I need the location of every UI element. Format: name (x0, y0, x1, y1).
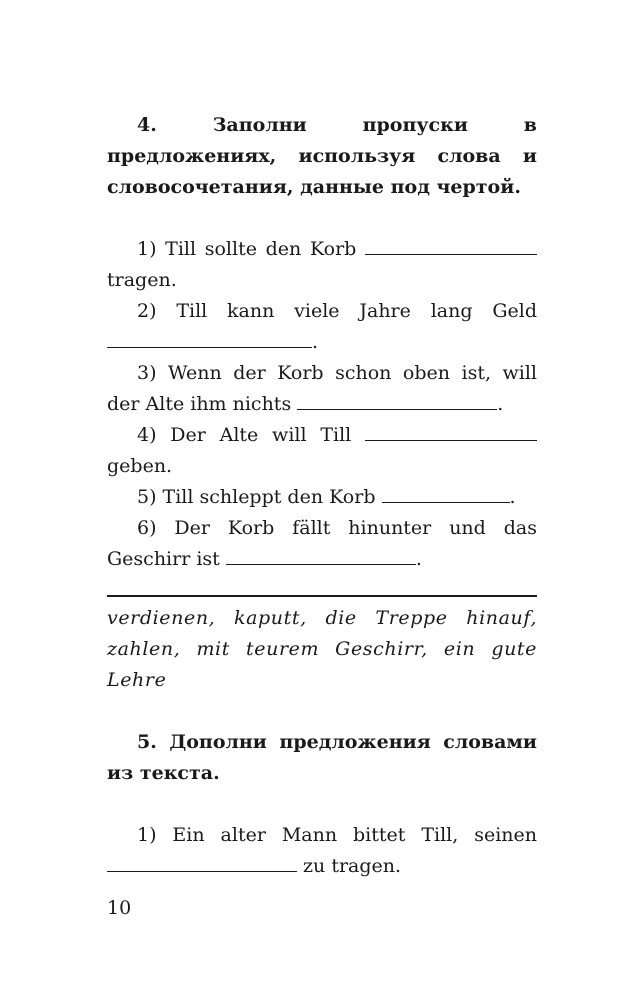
task-4-sentence-5 (107, 482, 537, 513)
sentence-end: geben. (107, 455, 173, 477)
sentence-end: . (415, 548, 422, 570)
divider-line (107, 595, 537, 597)
sentence-end: tragen. (107, 269, 177, 291)
sentence-text: 1) Till sollte den Korb (137, 238, 357, 260)
answer-blank[interactable] (365, 236, 537, 255)
sentence-end: . (312, 331, 319, 353)
sentence-text: 1) Ein alter Mann bittet Till, seinen (137, 824, 537, 846)
sentence-end: zu tragen. (303, 855, 402, 877)
sentence-end: . (497, 393, 504, 415)
answer-blank[interactable] (107, 329, 312, 348)
sentence-end: . (509, 486, 516, 508)
task-4-sentence-3 (107, 358, 537, 420)
answer-blank[interactable] (297, 391, 497, 410)
page-number: 10 (107, 897, 132, 919)
sentence-text: 4) Der Alte will Till (137, 424, 352, 446)
task-4-sentence-4 (107, 420, 537, 482)
task-5-sentence-1 (107, 820, 537, 882)
page-content (107, 110, 537, 882)
word-bank: verdienen, kaputt, die Treppe hinauf, zahlen, mit teurem Geschirr, ein gute Lehre (107, 607, 537, 691)
sentence-text: 5) Till schleppt den Korb (137, 486, 376, 508)
sentence-text: 3) Wenn der Korb schon oben ist, will der Alte ihm nichts (107, 362, 537, 415)
answer-blank[interactable] (226, 546, 416, 565)
task-4-title: 4. Заполни пропуски в предложениях, используя слова и словосочетания, данные под чертой. (107, 114, 537, 198)
task-4-sentence-1 (107, 234, 537, 296)
sentence-text: 6) Der Korb fällt hinunter und das Geschirr ist (107, 517, 537, 570)
answer-blank[interactable] (365, 422, 537, 441)
answer-blank[interactable] (382, 484, 510, 503)
sentence-text: 2) Till kann viele Jahre lang Geld (137, 300, 537, 322)
answer-blank[interactable] (107, 853, 297, 872)
task-4-sentence-6 (107, 513, 537, 575)
task-4-sentence-2 (107, 296, 537, 358)
task-5-title: 5. Дополни предложения словами из текста. (107, 731, 537, 784)
